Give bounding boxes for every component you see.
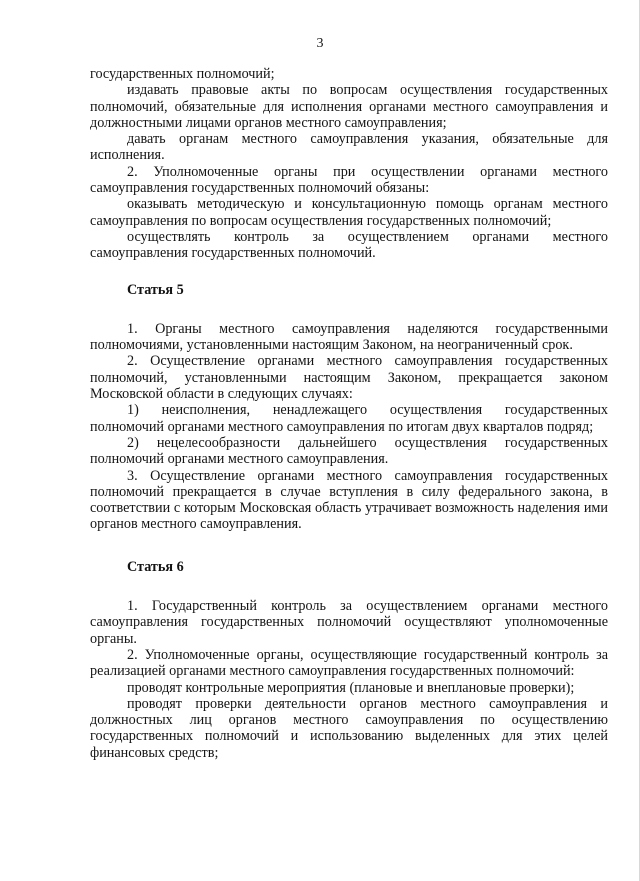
document-body bbox=[90, 66, 608, 761]
article-6-heading: Статья 6 bbox=[127, 558, 184, 575]
paragraph: проводят контрольные мероприятия (плановые и внеплановые проверки); bbox=[127, 679, 575, 696]
paragraph: государственных полномочий; bbox=[90, 66, 275, 82]
paragraph: 2) нецелесообразности дальнейшего осуществления государственных полномочий органами местного самоуправления. bbox=[90, 434, 608, 468]
paragraph: 3. Осуществление органами местного самоуправления государственных полномочий прекращается в случае вступления в силу федерального закона, в соответствии с которым Московская область утрачивает возможность наделения ими органов местного самоуправления. bbox=[90, 467, 608, 533]
paragraph: проводят проверки деятельности органов местного самоуправления и должностных лиц органов местного самоуправления по осуществлению государственных полномочий и использованию выделенных для этих целей финансовых средств; bbox=[90, 695, 608, 761]
paragraph: 1. Государственный контроль за осуществлением органами местного самоуправления государственных полномочий осуществляют уполномоченные органы. bbox=[90, 598, 608, 647]
paragraph: 2. Осуществление органами местного самоуправления государственных полномочий, установленными настоящим Законом, прекращается законом Московской области в следующих случаях: bbox=[90, 353, 608, 403]
paragraph: оказывать методическую и консультационную помощь органам местного самоуправления по вопросам осуществления государственных полномочий; bbox=[90, 196, 608, 229]
paragraph: осуществлять контроль за осуществлением органами местного самоуправления государственных полномочий. bbox=[90, 228, 608, 262]
paragraph: 2. Уполномоченные органы при осуществлении органами местного самоуправления государственных полномочий обязаны: bbox=[90, 163, 608, 197]
paragraph: 1. Органы местного самоуправления наделяются государственными полномочиями, установленными настоящим Законом, на неограниченный срок. bbox=[90, 320, 608, 354]
article-5-heading: Статья 5 bbox=[127, 281, 184, 298]
paragraph: 2. Уполномоченные органы, осуществляющие государственный контроль за реализацией органами местного самоуправления государственных полномочий: bbox=[90, 646, 608, 680]
page-number: 3 bbox=[316, 36, 324, 51]
paragraph: давать органам местного самоуправления указания, обязательные для исполнения. bbox=[90, 131, 608, 164]
paragraph: издавать правовые акты по вопросам осуществления государственных полномочий, обязательные для исполнения органами местного самоуправления и должностными лицами органов местного самоуправления; bbox=[90, 82, 608, 131]
paragraph: 1) неисполнения, ненадлежащего осуществления государственных полномочий органами местного самоуправления по итогам двух кварталов подряд; bbox=[90, 402, 608, 435]
